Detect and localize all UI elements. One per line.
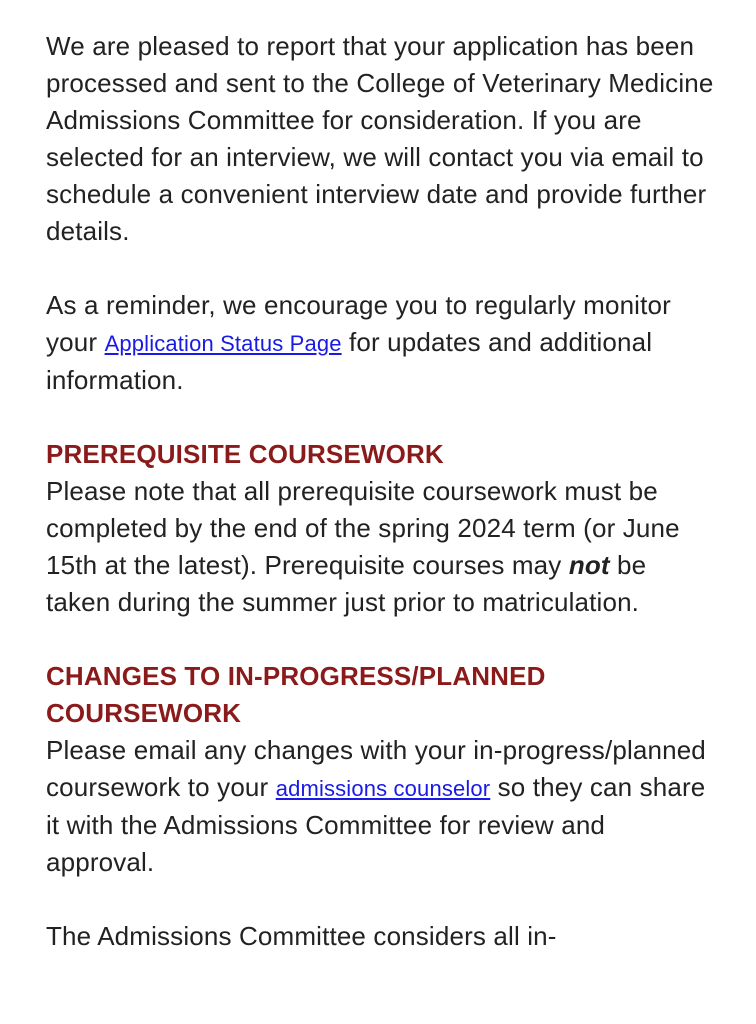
prerequisite-section <box>46 436 716 621</box>
admissions-counselor-link[interactable]: admissions counselor <box>275 776 491 801</box>
reminder-text-after: for updates and additional information. <box>46 327 653 395</box>
reminder-text-before: As a reminder, we encourage you to regularly monitor your <box>46 290 671 357</box>
changes-text-before: Please email any changes with your in-progress/planned coursework to your <box>46 735 706 802</box>
changes-text-after: so they can share it with the Admissions Committee for review and approval. <box>46 772 706 877</box>
changes-section <box>46 658 716 881</box>
prerequisite-text-part1: Please note that all prerequisite coursework must be completed by the end of the spring 2024 term (or June 15th at the latest). Prerequisite courses may <box>46 476 680 580</box>
prerequisite-paragraph <box>46 473 716 621</box>
application-status-link[interactable]: Application Status Page <box>104 331 342 356</box>
changes-paragraph <box>46 732 716 881</box>
prerequisite-text-part2: be taken during the summer just prior to matriculation. <box>46 550 647 617</box>
reminder-paragraph <box>46 287 716 399</box>
changes-heading: CHANGES TO IN-PROGRESS/PLANNED COURSEWORK <box>46 661 546 728</box>
trailing-paragraph: The Admissions Committee considers all in- <box>46 921 557 951</box>
intro-paragraph: We are pleased to report that your application has been processed and sent to the College of Veterinary Medicine Admissions Committee for consideration. If you are selected for an interview, we will contact you via email to schedule a convenient interview date and provide further details. <box>46 31 714 246</box>
prerequisite-heading: PREREQUISITE COURSEWORK <box>46 439 444 469</box>
email-body <box>46 28 716 992</box>
prerequisite-emphasis: not <box>568 550 610 580</box>
